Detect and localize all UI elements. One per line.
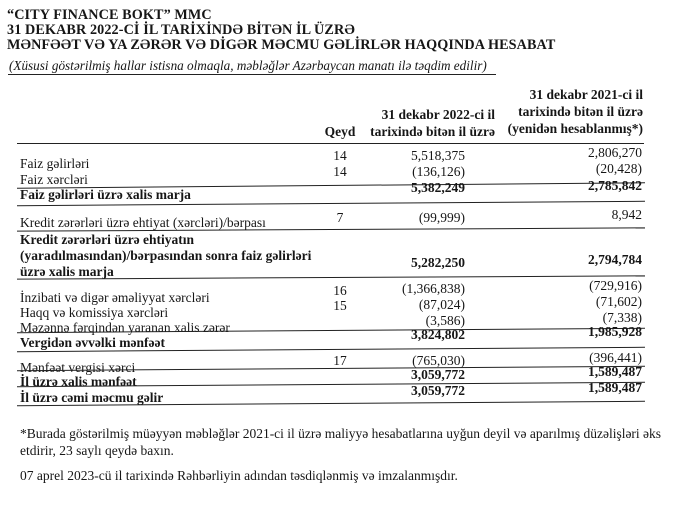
currency-note: (Xüsusi göstərilmiş hallar istisna olmaqla, məbləğlər Azərbaycan manatı ilə təqdim edilir) xyxy=(9,58,487,73)
row-label-line1: Kredit zərərləri üzrə ehtiyatın xyxy=(20,232,195,247)
row-value-2021: 1,589,487 xyxy=(588,364,642,379)
row-value-2022: 3,824,802 xyxy=(411,327,465,342)
row-label-line3: üzrə xalis marja xyxy=(20,264,114,279)
row-label: Faiz gəlirləri xyxy=(20,156,90,171)
row-note: 7 xyxy=(336,210,344,225)
company-name: “CITY FINANCE BOKT” MMC xyxy=(7,7,212,23)
col-2022-line1: 31 dekabr 2022-ci il xyxy=(381,107,495,122)
row-value-2021: (20,428) xyxy=(595,161,642,176)
report-title: MƏNFƏƏT VƏ YA ZƏRƏR VƏ DİGƏR MƏCMU GƏLİRLƏR HAQQINDA HESABAT xyxy=(7,37,556,53)
row-value-2022: 5,282,250 xyxy=(411,255,465,270)
col-2021-line2: tarixində bitən il üzrə xyxy=(518,104,643,119)
row-value-2022: (87,024) xyxy=(418,297,465,312)
row-label: İl üzrə xalis mənfəət xyxy=(20,374,137,389)
row-value-2021: 1,985,928 xyxy=(588,324,642,339)
column-header-rule xyxy=(17,143,644,144)
row-label: Məzənnə fərqindən yaranan xalis zərər xyxy=(20,320,230,335)
row-label: Mənfəət vergisi xərci xyxy=(20,360,136,375)
row-value-2021: (396,441) xyxy=(589,350,642,365)
row-label: Faiz gəlirləri üzrə xalis marja xyxy=(20,187,191,202)
row-value-2022: (3,586) xyxy=(425,313,465,328)
row-value-2022: (765,030) xyxy=(412,353,465,368)
col-note: Qeyd xyxy=(324,124,356,139)
row-label: Faiz xərcləri xyxy=(20,172,88,187)
row-value-2022: (136,126) xyxy=(412,164,465,179)
row-value-2022: (1,366,838) xyxy=(402,281,465,296)
header-rule xyxy=(8,74,496,75)
row-note: 14 xyxy=(333,164,347,179)
col-2021-line1: 31 dekabr 2021-ci il xyxy=(529,87,643,102)
footnote-line1: *Burada göstərilmiş müəyyən məbləğlər 2021-ci il üzrə maliyyə hesabatlarına uyğun deyil və aparılmış düzəlişləri əks xyxy=(20,426,662,441)
row-label: İnzibati və digər əməliyyat xərcləri xyxy=(20,290,210,305)
row-label: Vergidən əvvəlki mənfəət xyxy=(20,335,165,350)
row-note: 14 xyxy=(333,148,347,163)
col-2022-line2: tarixində bitən il üzrə xyxy=(370,124,495,139)
row-value-2022: 3,059,772 xyxy=(411,367,465,382)
row-value-2022: (99,999) xyxy=(418,210,465,225)
row-value-2022: 3,059,772 xyxy=(411,383,465,398)
row-value-2021: 2,806,270 xyxy=(588,145,642,160)
row-label: İl üzrə cəmi məcmu gəlir xyxy=(20,390,164,405)
row-note: 16 xyxy=(333,283,347,298)
approval-statement: 07 aprel 2023-cü il tarixində Rəhbərliyin adından təsdiqlənmiş və imzalanmışdır. xyxy=(20,468,458,483)
report-period-title: 31 DEKABR 2022-Cİ İL TARİXİNDƏ BİTƏN İL ÜZRƏ xyxy=(7,22,355,38)
row-note: 17 xyxy=(333,353,347,368)
row-value-2021: 8,942 xyxy=(611,207,642,222)
row-value-2021: 2,794,784 xyxy=(588,252,642,267)
row-value-2022: 5,518,375 xyxy=(411,148,465,163)
row-value-2021: (71,602) xyxy=(595,294,642,309)
row-label: Kredit zərərləri üzrə ehtiyat (xərcləri)/bərpası xyxy=(20,215,266,230)
row-value-2021: 1,589,487 xyxy=(588,380,642,395)
row-value-2021: (729,916) xyxy=(589,278,642,293)
row-note: 15 xyxy=(333,298,347,313)
row-value-2021: 2,785,842 xyxy=(588,178,642,193)
row-label: Haqq və komissiya xərcləri xyxy=(20,305,169,320)
col-2021-line3: (yenidən hesablanmış*) xyxy=(507,121,643,136)
row-value-2022: 5,382,249 xyxy=(411,180,465,195)
row-value-2021: (7,338) xyxy=(602,310,642,325)
row-label-line2: (yaradılmasından)/bərpasından sonra faiz gəlirləri xyxy=(20,248,312,263)
footnote-line2: etdirir, 23 saylı qeydə baxın. xyxy=(20,443,174,458)
